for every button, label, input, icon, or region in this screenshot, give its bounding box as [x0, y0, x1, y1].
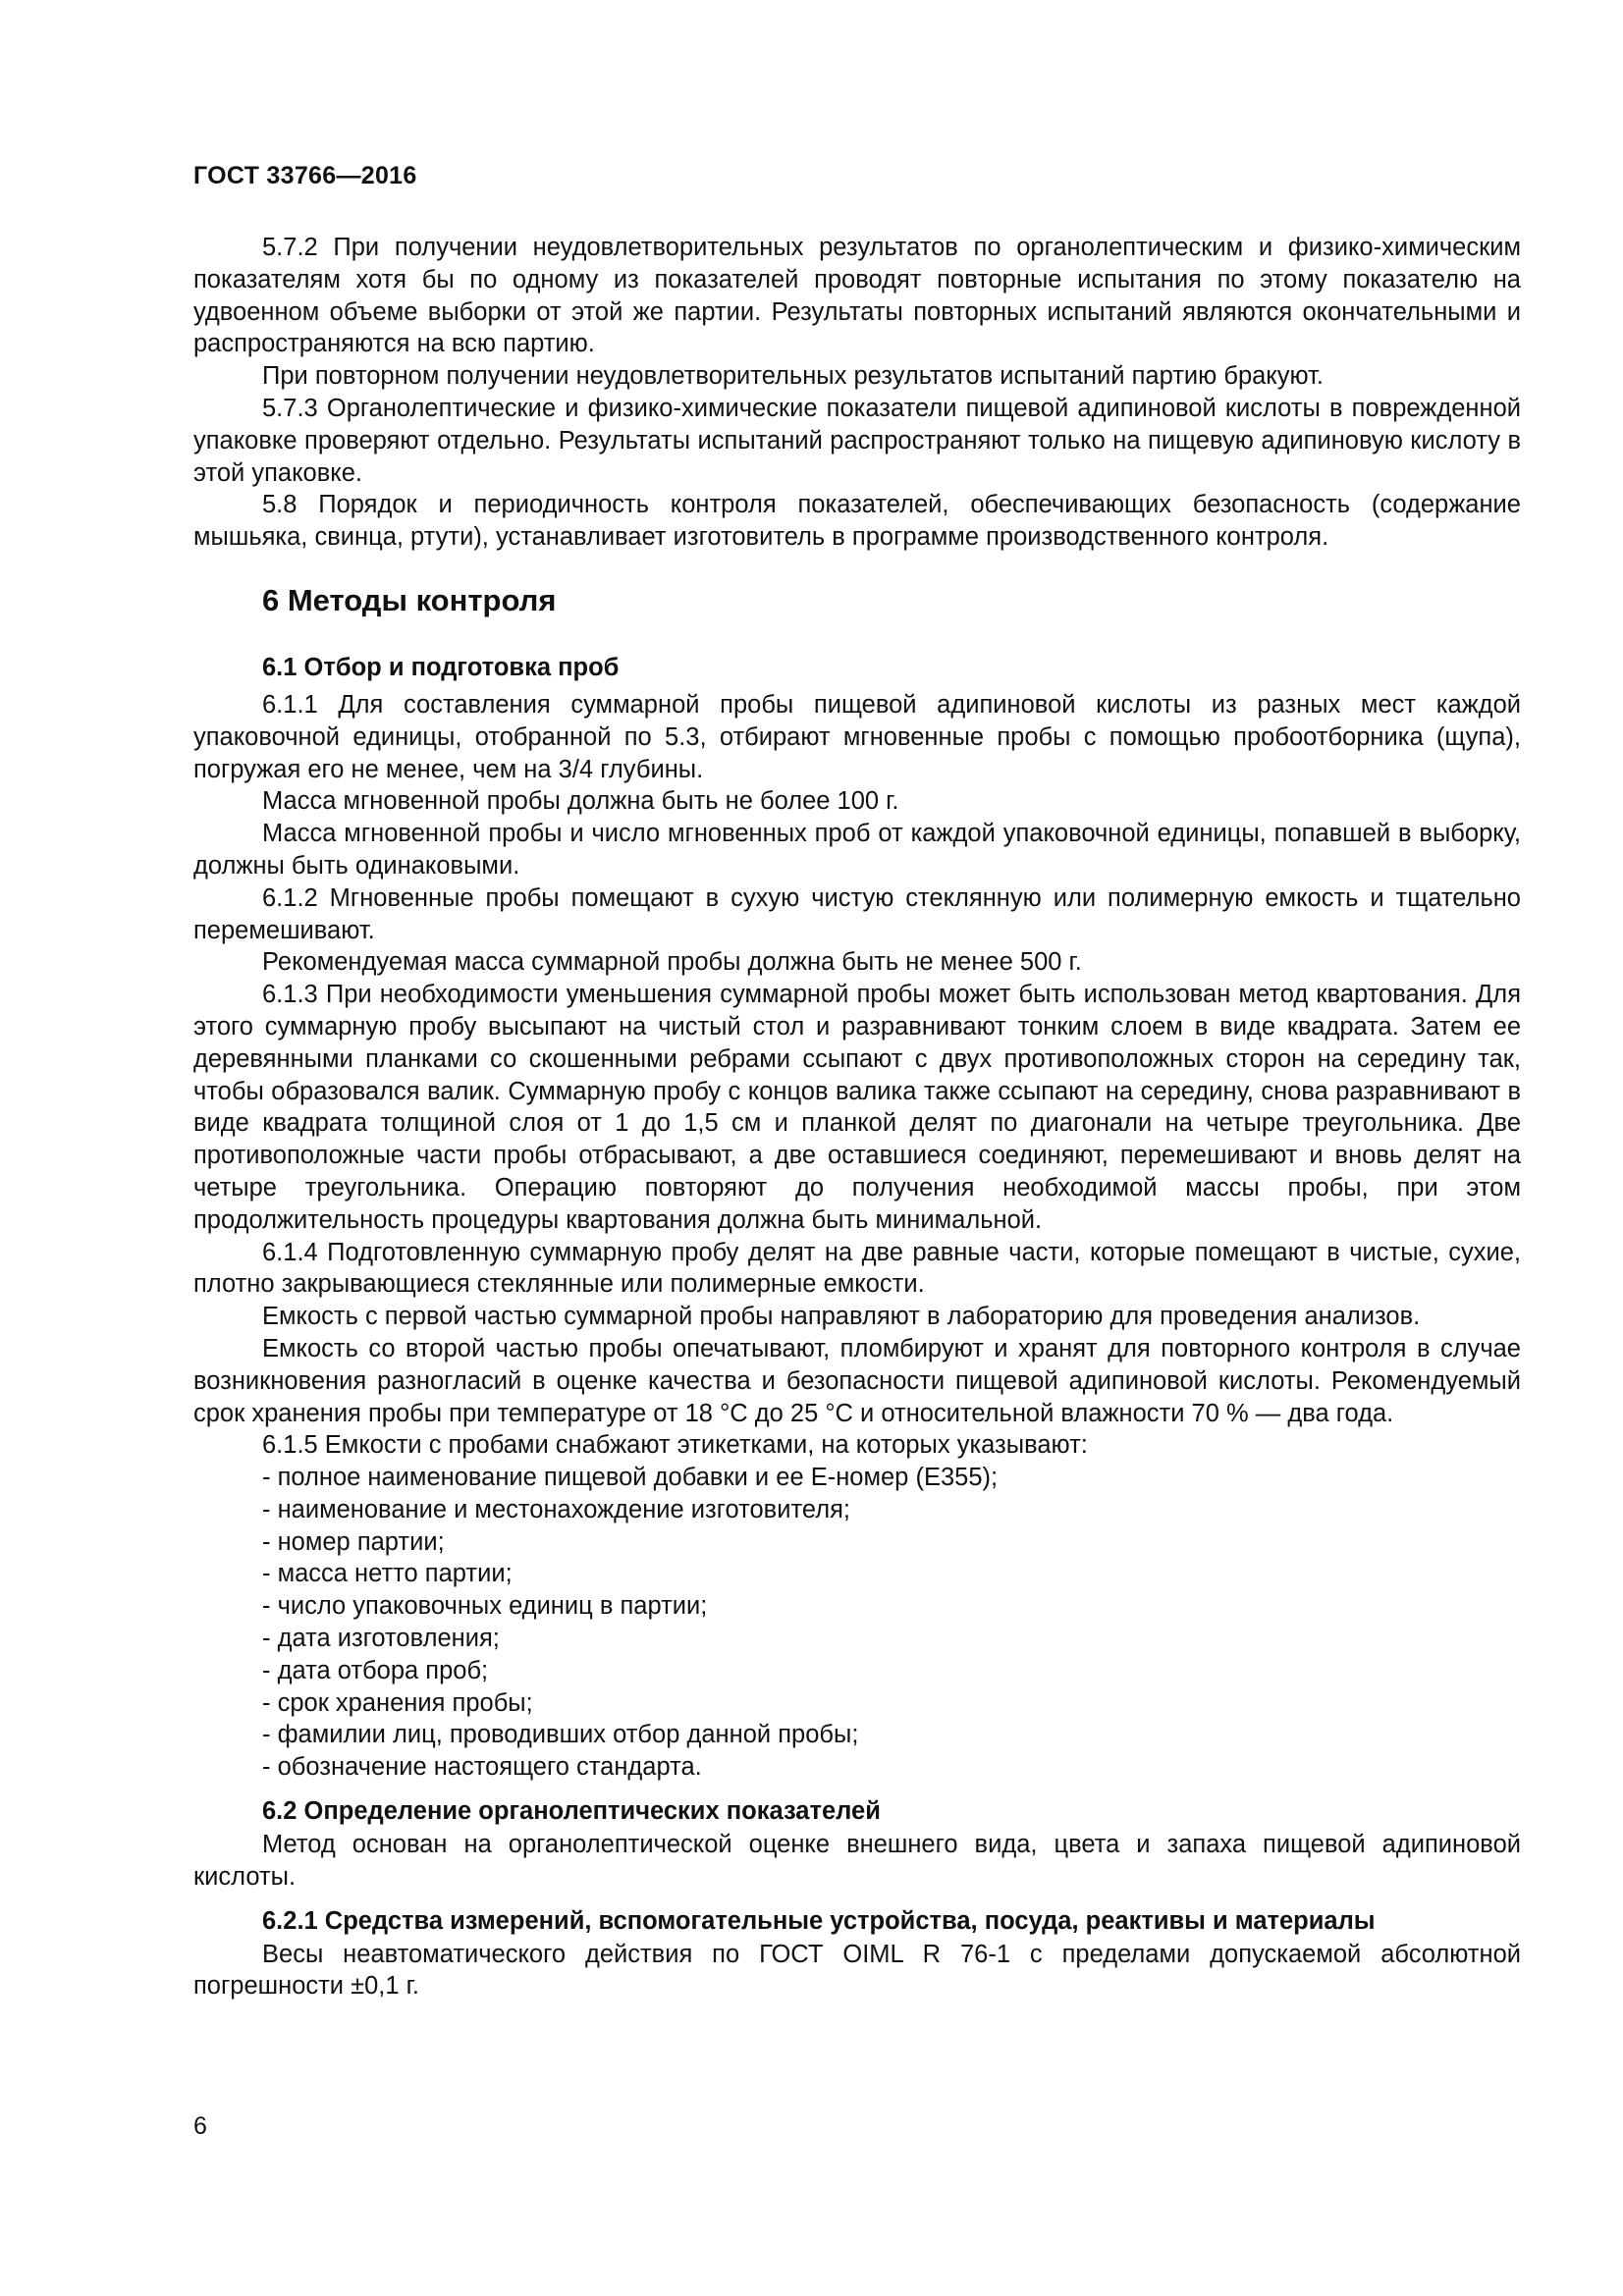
list-item: - число упаковочных единиц в партии; — [262, 1592, 708, 1621]
section-heading-6: 6 Методы контроля — [262, 582, 557, 617]
paragraph-5-7-3: 5.7.3 Органолептические и физико-химические показатели пищевой адипиновой кислоты в поврежденной упаковке проверяют отдельно. Результаты испытаний распространяют только на пищевую адипиновую кислоту в этой упаковке. — [193, 394, 1521, 487]
paragraph-sample-mass: Масса мгновенной пробы должна быть не более 100 г. — [262, 787, 899, 816]
list-item: - срок хранения пробы; — [262, 1688, 533, 1717]
subsection-heading-6-1: 6.1 Отбор и подготовка проб — [262, 653, 620, 681]
subsection-heading-6-2: 6.2 Определение органолептических показателей — [262, 1797, 881, 1826]
document-body — [193, 232, 1521, 2002]
list-item: - дата изготовления; — [262, 1625, 500, 1653]
subsection-heading-6-2-1: 6.2.1 Средства измерений, вспомогательные устройства, посуда, реактивы и материалы — [262, 1906, 1376, 1935]
paragraph-6-1-5: 6.1.5 Емкости с пробами снабжают этикетками, на которых указывают: — [262, 1431, 1088, 1460]
list-item: - фамилии лиц, проводивших отбор данной пробы; — [262, 1721, 859, 1749]
paragraph-rejection: При повторном получении неудовлетворительных результатов испытаний партию бракуют. — [262, 362, 1324, 391]
list-item: - полное наименование пищевой добавки и ее Е-номер (Е355); — [262, 1464, 999, 1492]
paragraph-6-1-2: 6.1.2 Мгновенные пробы помещают в сухую чистую стеклянную или полимерную емкость и тщательно перемешивают. — [193, 883, 1521, 944]
list-item: - наименование и местонахождение изготовителя; — [262, 1495, 850, 1523]
list-item: - дата отбора проб; — [262, 1656, 489, 1684]
paragraph-5-8: 5.8 Порядок и периодичность контроля показателей, обеспечивающих безопасность (содержание мышьяка, свинца, ртути), устанавливает изготовитель в программе производственного контроля. — [193, 491, 1521, 552]
list-item: - обозначение настоящего стандарта. — [262, 1753, 702, 1782]
paragraph-recommended-mass: Рекомендуемая масса суммарной пробы должна быть не менее 500 г. — [262, 948, 1082, 977]
paragraph-6-1-4: 6.1.4 Подготовленную суммарную пробу делят на две равные части, которые помещают в чистые, сухие, плотно закрывающиеся стеклянные или полимерные емкости. — [193, 1238, 1521, 1299]
list-item: - масса нетто партии; — [262, 1560, 513, 1588]
paragraph-6-2-method: Метод основан на органолептической оценке внешнего вида, цвета и запаха пищевой адипиновой кислоты. — [193, 1831, 1521, 1891]
paragraph-5-7-2: 5.7.2 При получении неудовлетворительных результатов по органолептическим и физико-химическим показателям хотя бы по одному из показателей проводят повторные испытания по этому показателю на удвоенном объеме выборки от этой же партии. Результаты повторных испытаний являются окончательными и распространяются на всю партию. — [193, 234, 1521, 358]
paragraph-sample-count: Масса мгновенной пробы и число мгновенных проб от каждой упаковочной единицы, попавшей в выборку, должны быть одинаковыми. — [193, 820, 1521, 880]
list-item: - номер партии; — [262, 1527, 445, 1556]
paragraph-second-part: Емкость со второй частью пробы опечатывают, пломбируют и хранят для повторного контроля в случае возникновения разногласий в оценке качества и безопасности пищевой адипиновой кислоты. Рекомендуемый срок хранения пробы при температуре от 18 °С до 25 °С и относительной влажности 70 % — два года. — [193, 1334, 1521, 1427]
document-header: ГОСТ 33766—2016 — [193, 162, 417, 189]
paragraph-6-1-1: 6.1.1 Для составления суммарной пробы пищевой адипиновой кислоты из разных мест каждой упаковочной единицы, отобранной по 5.3, отбирают мгновенные пробы с помощью пробоотборника (щупа), погружая его не менее, чем на 3/4 глубины. — [193, 690, 1521, 783]
paragraph-scales: Весы неавтоматического действия по ГОСТ OIML R 76-1 с пределами допускаемой абсолютной погрешности ±0,1 г. — [193, 1940, 1521, 2001]
paragraph-6-1-3: 6.1.3 При необходимости уменьшения суммарной пробы может быть использован метод квартования. Для этого суммарную пробу высыпают на чистый стол и разравнивают тонким слоем в виде квадрата. Затем ее деревянными планками со скошенными ребрами ссыпают с двух противоположных сторон на середину так, чтобы образовался валик. Суммарную пробу с концов валика также ссыпают на середину, снова разравнивают в виде квадрата толщиной слоя от 1 до 1,5 см и планкой делят по диагонали на четыре треугольника. Две противоположные части пробы отбрасывают, а две оставшиеся соединяют, перемешивают и вновь делят на четыре треугольника. Операцию повторяют до получения необходимой массы пробы, при этом продолжительность процедуры квартования должна быть минимальной. — [193, 981, 1521, 1234]
page-number: 6 — [193, 2112, 207, 2140]
paragraph-first-part: Емкость с первой частью суммарной пробы направляют в лабораторию для проведения анализов. — [262, 1303, 1421, 1331]
